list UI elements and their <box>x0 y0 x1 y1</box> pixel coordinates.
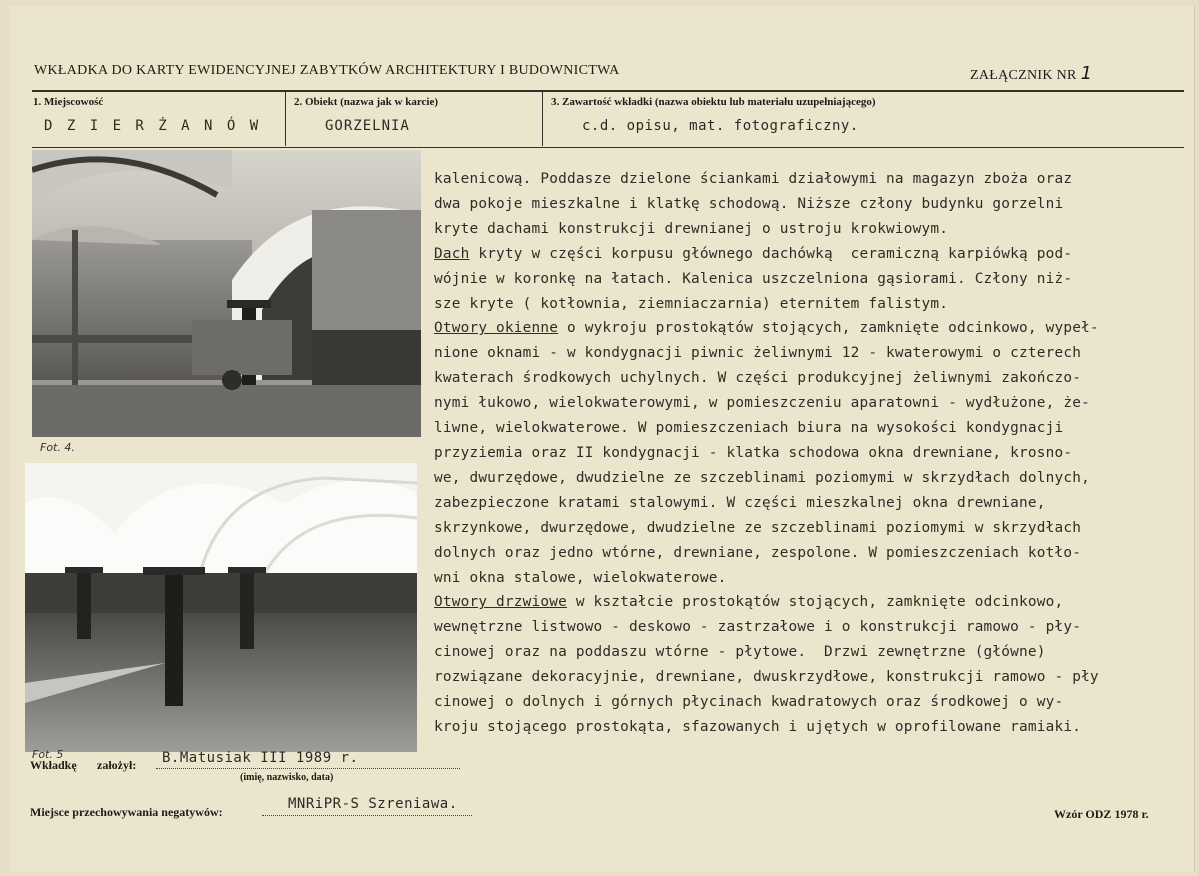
negatives-label: Miejsce przechowywania negatywów: <box>30 805 223 819</box>
fields-rule <box>32 147 1184 148</box>
text-line: przyziemia oraz II kondygnacji - klatka schodowa okna drewniane, krosno- <box>434 444 1073 461</box>
photo-cellar-interior-image <box>32 150 421 437</box>
text-line: wni okna stalowe, wielokwaterowe. <box>434 569 727 586</box>
text-line: w kształcie prostokątów stojących, zamknięte odcinkowo, <box>566 594 1064 611</box>
section-heading-roof: Dach <box>434 245 470 262</box>
text-line: dolnych oraz jedno wtórne, drewniane, zespolone. W pomieszczeniach kotło- <box>434 544 1082 561</box>
text-line: rozwiązane dekoracyjnie, drewniane, dwuskrzydłowe, konstrukcji ramowo - pły <box>434 669 1099 686</box>
field-divider-2 <box>542 92 543 146</box>
text-line: dwa pokoje mieszkalne i klatkę schodową. Niższe człony budynku gorzelni <box>434 195 1064 212</box>
description-text <box>434 167 1184 740</box>
annex-label <box>970 63 1092 84</box>
photo-malt-floor <box>25 463 417 752</box>
text-line: cinowej oraz na poddaszu wtórne - płytowe. Drzwi zewnętrzne (główne) <box>434 644 1046 661</box>
text-line: wewnętrzne listwowo - deskowo - zastrzałowe i o konstrukcji ramowo - pły- <box>434 619 1082 636</box>
paragraph-continuation <box>434 171 1072 237</box>
contents-label: 3. Zawartość wkładki (nazwa obiektu lub materiału uzupełniającego) <box>551 96 876 108</box>
text-line: kwaterach środkowych uchylnych. W części produkcyjnej żeliwnymi zakończo- <box>434 370 1082 387</box>
header-rule <box>32 90 1184 92</box>
text-line: kryte dachami konstrukcji drewnianej o ustroju krokwiowym. <box>434 220 949 237</box>
object-value: GORZELNIA <box>325 118 410 134</box>
text-line: we, dwurzędowe, dwudzielne ze szczeblinami poziomymi w skrzydłach dolnych, <box>434 469 1090 486</box>
text-line: liwne, wielokwaterowe. W pomieszczeniach biura na wysokości kondygnacji <box>434 420 1064 437</box>
form-title: WKŁADKA DO KARTY EWIDENCYJNEJ ZABYTKÓW ARCHITEKTURY I BUDOWNICTWA <box>34 63 620 78</box>
photo-malt-floor-image <box>25 463 417 752</box>
field-divider-1 <box>285 92 286 146</box>
author-label: Wkładkę <box>30 758 77 772</box>
author-dotted-line <box>156 768 460 769</box>
author-label-2: założył: <box>97 758 137 772</box>
text-line: sze kryte ( kotłownia, ziemniaczarnia) eternitem falistym. <box>434 295 949 312</box>
author-value: B.Matusiak III 1989 r. <box>162 750 359 766</box>
photo-caption-2: Fot. 5 <box>32 748 64 761</box>
photo-caption-1: Fot. 4. <box>40 441 75 454</box>
text-line: nione oknami - w kondygnacji piwnic żeliwnymi 12 - kwaterowymi o czterech <box>434 345 1082 362</box>
text-line: cinowej o dolnych i górnych płycinach kwadratowych oraz środkowej o wy- <box>434 694 1064 711</box>
locality-value: D Z I E R Ż A N Ó W <box>44 118 262 134</box>
annex-label-text: ZAŁĄCZNIK NR <box>970 68 1077 83</box>
section-heading-windows: Otwory okienne <box>434 320 559 337</box>
text-line: wójnie w koronkę na łatach. Kalenica uszczelniona gąsiorami. Człony niż- <box>434 270 1073 287</box>
negatives-value: MNRiPR-S Szreniawa. <box>288 796 458 812</box>
object-label: 2. Obiekt (nazwa jak w karcie) <box>294 96 439 108</box>
text-line: zabezpieczone kratami stalowymi. W części mieszkalnej okna drewniane, <box>434 494 1046 511</box>
photo-cellar-interior <box>32 150 421 437</box>
author-hint: (imię, nazwisko, data) <box>240 772 334 783</box>
text-line: nymi łukowo, wielokwaterowymi, w pomieszczeniu aparatowni - wydłużone, że- <box>434 395 1090 412</box>
text-line: kroju stojącego prostokąta, sfazowanych i ujętych w oprofilowane ramiaki. <box>434 718 1082 735</box>
text-line: kryty w części korpusu głównego dachówką ceramiczną karpiówką pod- <box>469 245 1073 262</box>
text-line: o wykroju prostokątów stojących, zamknięte odcinkowo, wypeł- <box>558 320 1099 337</box>
annex-number: 1 <box>1080 63 1093 84</box>
contents-value: c.d. opisu, mat. fotograficzny. <box>582 118 859 134</box>
text-line: kalenicową. Poddasze dzielone ściankami działowymi na magazyn zboża oraz <box>434 171 1073 187</box>
locality-label: 1. Miejscowość <box>33 96 104 108</box>
form-version: Wzór ODZ 1978 r. <box>1054 807 1149 821</box>
text-line: skrzynkowe, dwurzędowe, dwudzielne ze szczeblinami poziomymi w skrzydłach <box>434 519 1082 536</box>
section-heading-doors: Otwory drzwiowe <box>434 594 567 611</box>
negatives-dotted-line <box>262 815 472 816</box>
